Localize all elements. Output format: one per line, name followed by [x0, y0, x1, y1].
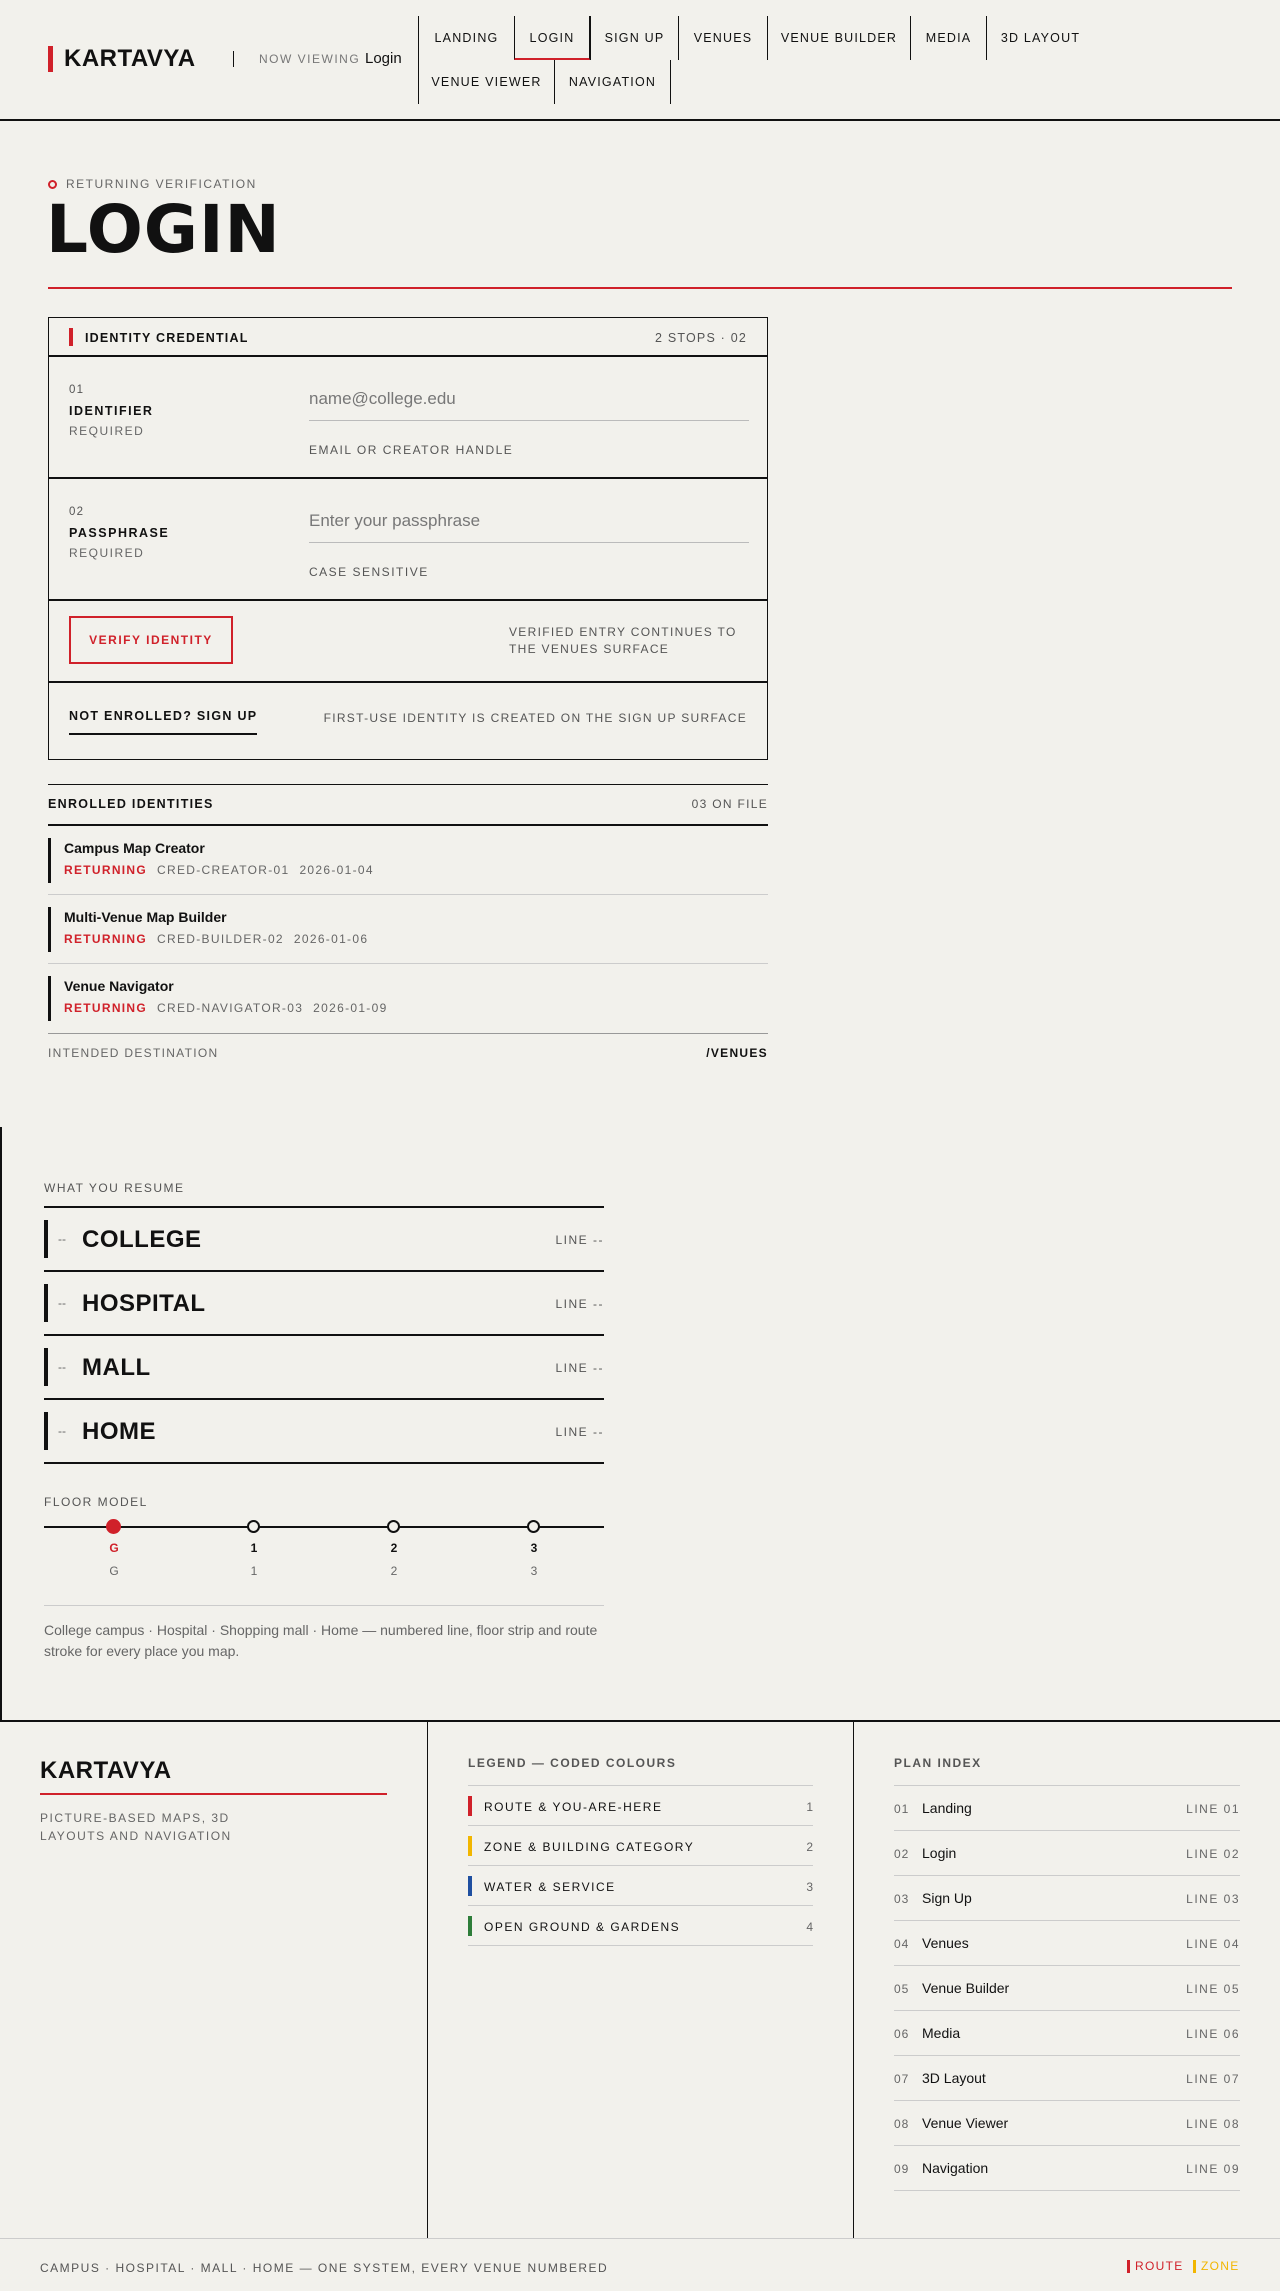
plan-line: LINE 03 [1186, 1892, 1240, 1906]
item-accent-bar [48, 976, 51, 1021]
page-title: LOGIN [46, 191, 281, 268]
resume-label: WHAT YOU RESUME [44, 1181, 185, 1195]
kicker-text: RETURNING VERIFICATION [66, 177, 257, 191]
plan-line: LINE 05 [1186, 1982, 1240, 1996]
intended-destination [48, 1033, 768, 1073]
legend-label: ROUTE & YOU-ARE-HERE [484, 1800, 663, 1814]
credential-id: CRED-CREATOR-01 [157, 863, 290, 877]
venue-line: LINE -- [555, 1233, 604, 1247]
signup-row [49, 683, 767, 759]
plan-number: 02 [894, 1847, 910, 1861]
section-divider [44, 1605, 604, 1606]
plan-link-venue-viewer[interactable] [894, 2101, 1240, 2146]
venue-name: MALL [82, 1354, 151, 1381]
identity-name: Multi-Venue Map Builder [64, 909, 227, 925]
plan-number: 09 [894, 2162, 910, 2176]
plan-name: 3D Layout [922, 2070, 986, 2086]
plan-number: 03 [894, 1892, 910, 1906]
list-item[interactable] [48, 964, 768, 1033]
plan-line: LINE 09 [1186, 2162, 1240, 2176]
identity-name: Campus Map Creator [64, 840, 205, 856]
credential-id: CRED-BUILDER-02 [157, 932, 284, 946]
verify-row [49, 601, 767, 683]
passphrase-input[interactable] [309, 499, 749, 543]
venue-accent-bar [44, 1348, 48, 1386]
venue-line: LINE -- [555, 1425, 604, 1439]
resume-description: College campus · Hospital · Shopping mall · Home — numbered line, floor strip and route stroke for every place you map. [44, 1622, 598, 1659]
nav-venue-builder[interactable]: VENUE BUILDER [767, 16, 910, 60]
floor-label-bottom: G [109, 1564, 119, 1578]
plan-line: LINE 07 [1186, 2072, 1240, 2086]
nav-navigation[interactable]: NAVIGATION [554, 60, 671, 104]
legend-label: OPEN GROUND & GARDENS [484, 1920, 681, 1934]
now-viewing-value: Login [365, 50, 402, 67]
plan-link-login[interactable] [894, 1831, 1240, 1876]
plan-name: Landing [922, 1800, 972, 1816]
floor-stop-2[interactable] [387, 1520, 400, 1533]
verify-identity-button[interactable]: VERIFY IDENTITY [69, 616, 233, 664]
venue-accent-bar [44, 1284, 48, 1322]
legend-number: 4 [806, 1920, 813, 1934]
brand-logo[interactable] [48, 46, 196, 72]
nav-3d-layout[interactable]: 3D LAYOUT [986, 16, 1094, 60]
legend-item-water [468, 1866, 813, 1906]
legend-number: 1 [806, 1800, 813, 1814]
resume-section [0, 1127, 1280, 1720]
item-accent-bar [48, 838, 51, 883]
panel-stops: 2 STOPS · 02 [655, 331, 747, 345]
status-badge: RETURNING [64, 932, 148, 946]
identifier-input[interactable] [309, 377, 749, 421]
legend-item-open-ground [468, 1906, 813, 1946]
plan-line: LINE 04 [1186, 1937, 1240, 1951]
legend-swatch [468, 1916, 472, 1936]
destination-value: /VENUES [706, 1046, 768, 1060]
venue-line: LINE -- [555, 1297, 604, 1311]
footer-brand-rule [40, 1793, 387, 1795]
enrolled-header [48, 784, 768, 826]
venue-accent-bar [44, 1412, 48, 1450]
footer [0, 1720, 1280, 2289]
legend-swatch [468, 1836, 472, 1856]
venue-dash: -- [58, 1232, 66, 1246]
floor-label-bottom: 1 [250, 1564, 258, 1578]
legend-number: 2 [806, 1840, 813, 1854]
venue-dash: -- [58, 1360, 66, 1374]
floor-label-top: 1 [250, 1541, 258, 1555]
plan-link-landing[interactable] [894, 1786, 1240, 1831]
hero-kicker [48, 177, 257, 191]
viewing-divider [233, 51, 234, 67]
enrolled-title: ENROLLED IDENTITIES [48, 797, 214, 811]
column-divider [853, 1722, 854, 2238]
now-viewing-label: NOW VIEWING [259, 52, 361, 66]
footer-brand: KARTAVYA [40, 1757, 172, 1784]
enrolled-date: 2026-01-04 [299, 863, 374, 877]
field-hint: CASE SENSITIVE [309, 565, 429, 579]
plan-name: Login [922, 1845, 957, 1861]
plan-number: 01 [894, 1802, 910, 1816]
venue-accent-bar [44, 1220, 48, 1258]
top-header [0, 0, 1280, 121]
color-legend [468, 1785, 813, 1946]
floor-stop-3[interactable] [527, 1520, 540, 1533]
tag-label: ZONE [1201, 2259, 1240, 2273]
field-number: 01 [69, 384, 85, 396]
sign-up-link[interactable]: NOT ENROLLED? SIGN UP [69, 709, 257, 735]
field-name: IDENTIFIER [69, 404, 154, 418]
floor-label-top: 3 [530, 1541, 538, 1555]
plan-number: 06 [894, 2027, 910, 2041]
field-name: PASSPHRASE [69, 526, 170, 540]
identity-meta [64, 863, 374, 877]
plan-line: LINE 08 [1186, 2117, 1240, 2131]
plan-link-media[interactable] [894, 2011, 1240, 2056]
plan-link-venue-builder[interactable] [894, 1966, 1240, 2011]
tag-label: ROUTE [1135, 2259, 1184, 2273]
panel-title: IDENTITY CREDENTIAL [85, 331, 249, 345]
legend-swatch [468, 1876, 472, 1896]
status-badge: RETURNING [64, 863, 148, 877]
status-badge: RETURNING [64, 1001, 148, 1015]
floor-label-bottom: 2 [390, 1564, 398, 1578]
zone-tag [1193, 2259, 1240, 2273]
venue-row-hospital[interactable] [44, 1272, 604, 1336]
floor-label-bottom: 3 [530, 1564, 538, 1578]
nav-landing[interactable]: LANDING [418, 16, 514, 60]
plan-name: Media [922, 2025, 961, 2041]
field-required: REQUIRED [69, 546, 145, 560]
identity-name: Venue Navigator [64, 978, 174, 994]
footer-tagline: PICTURE-BASED MAPS, 3D LAYOUTS AND NAVIGATION [40, 1811, 232, 1843]
plan-line: LINE 01 [1186, 1802, 1240, 1816]
nav-login[interactable]: LOGIN [514, 16, 590, 60]
venue-row-home[interactable] [44, 1400, 604, 1464]
identity-meta [64, 1001, 388, 1015]
plan-name: Navigation [922, 2160, 989, 2176]
plan-name: Sign Up [922, 1890, 972, 1906]
venue-line: LINE -- [555, 1361, 604, 1375]
legend-item-zone [468, 1826, 813, 1866]
plan-line: LINE 02 [1186, 1847, 1240, 1861]
tag-swatch [1193, 2260, 1196, 2273]
enrolled-date: 2026-01-06 [293, 932, 369, 946]
floor-label-top: 2 [390, 1541, 398, 1555]
legend-number: 3 [806, 1880, 813, 1894]
destination-label: INTENDED DESTINATION [48, 1046, 219, 1060]
credential-id: CRED-NAVIGATOR-03 [157, 1001, 304, 1015]
nav-venue-viewer[interactable]: VENUE VIEWER [418, 60, 554, 104]
item-accent-bar [48, 907, 51, 952]
plan-number: 07 [894, 2072, 910, 2086]
plan-link-3d-layout[interactable] [894, 2056, 1240, 2101]
floor-stop-g[interactable] [106, 1519, 121, 1534]
title-divider [48, 287, 1232, 289]
plan-name: Venues [922, 1935, 969, 1951]
plan-name: Venue Builder [922, 1980, 1010, 1996]
plan-index-title: PLAN INDEX [894, 1756, 982, 1770]
nav-sign-up[interactable]: SIGN UP [590, 16, 678, 60]
plan-number: 05 [894, 1982, 910, 1996]
venue-name: HOME [82, 1418, 156, 1445]
plan-link-sign-up[interactable] [894, 1876, 1240, 1921]
venue-dash: -- [58, 1296, 66, 1310]
legend-swatch [468, 1796, 472, 1816]
plan-number: 04 [894, 1937, 910, 1951]
plan-link-navigation[interactable] [894, 2146, 1240, 2191]
enrolled-date: 2026-01-09 [313, 1001, 388, 1015]
legend-title: LEGEND — CODED COLOURS [468, 1756, 677, 1770]
identity-credential-panel [48, 317, 768, 760]
ring-icon [48, 180, 57, 189]
enrolled-identities [48, 784, 768, 1073]
plan-index [894, 1785, 1240, 2191]
venue-list [44, 1206, 604, 1464]
field-required: REQUIRED [69, 424, 145, 438]
venue-row-college[interactable] [44, 1208, 604, 1272]
venue-name: COLLEGE [82, 1226, 202, 1253]
footer-bottom-bar [0, 2238, 1280, 2291]
floor-model-label: FLOOR MODEL [44, 1495, 148, 1509]
column-divider [427, 1722, 428, 2238]
venue-row-mall[interactable] [44, 1336, 604, 1400]
panel-accent-bar [69, 328, 73, 346]
field-hint: EMAIL OR CREATOR HANDLE [309, 443, 514, 457]
signup-note: FIRST-USE IDENTITY IS CREATED ON THE SIGN UP SURFACE [323, 711, 747, 725]
legend-item-route [468, 1786, 813, 1826]
tag-swatch [1127, 2260, 1130, 2273]
footer-bottom-text: CAMPUS · HOSPITAL · MALL · HOME — ONE SYSTEM, EVERY VENUE NUMBERED [40, 2261, 609, 2275]
brand-accent-bar [48, 46, 53, 72]
identifier-field-row [49, 357, 767, 479]
route-tag [1127, 2259, 1184, 2273]
identity-meta [64, 932, 368, 946]
plan-line: LINE 06 [1186, 2027, 1240, 2041]
nav-media[interactable]: MEDIA [910, 16, 986, 60]
panel-header [49, 318, 767, 357]
list-item[interactable] [48, 895, 768, 964]
field-number: 02 [69, 506, 85, 518]
nav-venues[interactable]: VENUES [678, 16, 767, 60]
floor-stop-1[interactable] [247, 1520, 260, 1533]
venue-name: HOSPITAL [82, 1290, 206, 1317]
plan-number: 08 [894, 2117, 910, 2131]
floor-label-top: G [109, 1541, 119, 1555]
legend-label: ZONE & BUILDING CATEGORY [484, 1840, 695, 1854]
enrolled-count: 03 ON FILE [691, 797, 768, 811]
venue-dash: -- [58, 1424, 66, 1438]
legend-label: WATER & SERVICE [484, 1880, 616, 1894]
list-item[interactable] [48, 826, 768, 895]
floor-strip-line [44, 1526, 604, 1528]
plan-name: Venue Viewer [922, 2115, 1009, 2131]
passphrase-field-row [49, 479, 767, 601]
brand-name: KARTAVYA [64, 45, 196, 72]
plan-link-venues[interactable] [894, 1921, 1240, 1966]
verify-note: VERIFIED ENTRY CONTINUES TO THE VENUES SURFACE [509, 625, 737, 656]
